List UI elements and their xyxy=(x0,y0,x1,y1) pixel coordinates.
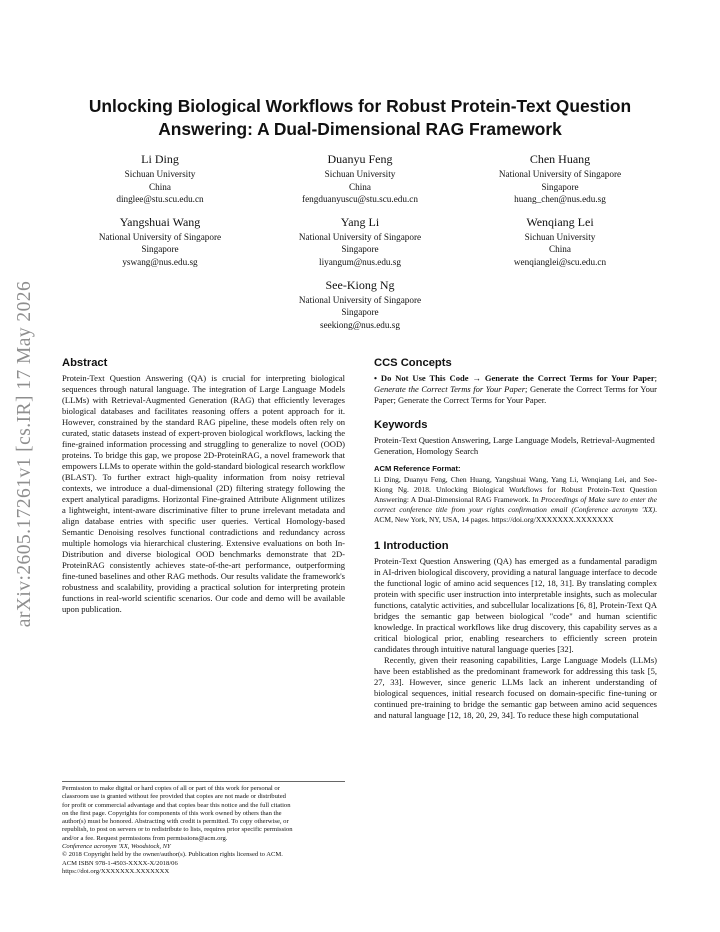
author-affiliation: Sichuan University xyxy=(524,231,596,242)
footnote-divider xyxy=(62,781,345,782)
abstract-text: Protein-Text Question Answering (QA) is crucial for interpreting biological sequences through natural language. The integration of Large Language Models (LLMs) with Retrieval-Augmented Generation (RAG) that efficiently leverages biological databases and facilitates reasoning offers a potent approach for it. However, constrained by the standard RAG pipeline, these models often rely on curated, static datasets instead of expert-proven biological workflows, lacking the fine-grained information processing and struggling to generalize to novel (OOD) proteins. To bridge this gap, we propose 2D-ProteinRAG, a novel framework that empowers LLMs to operate within the gold-standard biological research workflow (BLAST). To further extract high-quality information from noisy retrieval contexts, we introduce a dual-dimensional (2D) filtering strategy following the expert analytical paradigms. Horizontal Fine-grained Attribute Alignment utilizes a lightweight, intent-aware discriminative filter to prune irrelevant metadata and align database entries with specific user queries. Vertical Homology-based Semantic Denoising resolves functional contradictions and redundancy across multiple homologs via hierarchical clustering. Extensive evaluations on both In-Distribution and diverse biological OOD benchmarks demonstrate that 2D-ProteinRAG consistently achieves state-of-the-art performance, outperforming fine-tuned baselines and other RAG methods. Our results validate the framework's robustness and scalability, providing a practical solution for interpreting protein functions in real-world scientific scenarios. Our code and demo will be available upon publication. xyxy=(62,373,345,615)
author-affiliation: National University of Singapore xyxy=(98,231,222,242)
introduction-paragraph-2: Recently, given their reasoning capabilities, Large Language Models (LLMs) have been established as the predominant framework for addressing this task [5, 27, 33]. However, since generic LLMs lack an inherent understanding of biological sequences, initial research focused on domain-specific fine-tuning or continued pre-training to bridge the semantic gap between amino acid sequences and natural language [12, 18, 20, 29, 34]. To reduce these high computational xyxy=(374,655,657,721)
acm-reference-publisher: . ACM, New York, NY, USA, 14 pages. https://doi.org/XXXXXXX.XXXXXXX xyxy=(374,505,657,525)
author-row xyxy=(62,214,658,269)
author-row xyxy=(62,151,658,206)
author-affiliation: National University of Singapore xyxy=(498,169,622,179)
abstract-heading: Abstract xyxy=(62,357,108,369)
right-column xyxy=(374,356,657,721)
author-card xyxy=(262,277,458,332)
author-email[interactable]: wenqianglei@scu.edu.cn xyxy=(513,256,607,267)
ccs-rest: ; Generate the Correct Terms for Your Paper; Generate the Correct Terms for Your Paper. xyxy=(374,384,658,406)
author-name: Yang Li xyxy=(340,214,380,229)
author-card xyxy=(262,151,458,206)
footnote-line: Permission to make digital or hard copies of all or part of this work for personal or xyxy=(62,785,280,792)
footnote-copyright: © 2018 Copyright held by the owner/author(s). Publication rights licensed to ACM. xyxy=(62,851,283,859)
footnote-isbn: ACM ISBN 978-1-4503-XXXX-X/2018/06 xyxy=(62,859,178,867)
author-country: Singapore xyxy=(341,244,379,255)
conference-name: Conference acronym 'XX, Woodstock, NY xyxy=(62,843,171,851)
author-country: Singapore xyxy=(541,181,579,192)
acm-reference-heading: ACM Reference Format: xyxy=(374,464,461,474)
author-name: See-Kiong Ng xyxy=(325,277,395,292)
acm-reference-text xyxy=(374,475,657,525)
author-country: China xyxy=(349,181,371,192)
footnote-line: republish, to post on servers or to redistribute to lists, requires prior specific permission xyxy=(62,826,293,834)
keywords-heading: Keywords xyxy=(374,419,428,432)
author-block xyxy=(62,151,658,331)
author-affiliation: National University of Singapore xyxy=(298,294,422,305)
author-country: China xyxy=(549,244,571,255)
ccs-heading: CCS Concepts xyxy=(374,357,452,369)
author-email[interactable]: yswang@nus.edu.sg xyxy=(122,256,198,267)
author-name: Duanyu Feng xyxy=(327,152,393,166)
introduction-paragraph-1: Protein-Text Question Answering (QA) has emerged as a fundamental paradigm in AI-driven biological discovery, providing a natural language interface to decode the functional logic of amino acid sequences [12, 18, 31]. By translating complex protein with specific user instruction into interpretable insights, such as molecular functions, catalytic activities, and subcellular localizations [6, 8], Protein-Text QA bridges the semantic gap between biological "code" and human scientific knowledge. In practical workflows like drug discovery, this capability serves as a critical biological prior, enabling researchers to efficiently screen protein candidates through intuitive natural language queries [32]. xyxy=(374,556,657,655)
author-card xyxy=(462,151,658,206)
paper-title: Unlocking Biological Workflows for Robust Protein-Text Question Answering: A Dual-Dimensional RAG Framework xyxy=(88,96,632,139)
arxiv-identifier-text: arXiv:2605.17261v1 [cs.IR] 17 May 2026 xyxy=(14,280,35,628)
copyright-footnote xyxy=(62,781,345,876)
author-row xyxy=(62,277,658,332)
author-name: Li Ding xyxy=(141,152,179,166)
author-affiliation: Sichuan University xyxy=(324,169,396,179)
author-card xyxy=(62,214,258,269)
footnote-line: for profit or commercial advantage and that copies bear this notice and the full citation xyxy=(62,801,291,809)
author-email[interactable]: seekiong@nus.edu.sg xyxy=(320,319,400,330)
author-name: Wenqiang Lei xyxy=(526,214,594,229)
keywords-text: Protein-Text Question Answering, Large Language Models, Retrieval-Augmented Generation, Homology Search xyxy=(374,435,655,457)
author-email[interactable]: huang_chen@nus.edu.sg xyxy=(514,194,606,205)
ccs-bullet: • Do Not Use This Code → Generate the Correct Terms for Your Paper xyxy=(374,373,655,383)
author-card xyxy=(262,214,458,269)
author-card xyxy=(462,214,658,269)
ccs-italic-term: Generate the Correct Terms for Your Paper xyxy=(374,384,526,395)
author-country: Singapore xyxy=(341,307,379,318)
footnote-line: author(s) must be honored. Abstracting with credit is permitted. To copy otherwise, or xyxy=(62,818,289,826)
footnote-conference xyxy=(62,843,345,851)
author-name: Chen Huang xyxy=(529,152,591,166)
ccs-concepts: • Do Not Use This Code → Generate the Correct Terms for Your Paper; Generate the Correct Terms for Your Paper; Generate the Correct Terms for Your Paper; Generate the Correct Terms for Your Paper. xyxy=(374,373,658,406)
author-affiliation: National University of Singapore xyxy=(298,231,422,242)
author-name: Yangshuai Wang xyxy=(119,214,201,229)
author-email[interactable]: fengduanyuscu@stu.scu.edu.cn xyxy=(302,194,418,205)
footnote-line: on the first page. Copyrights for components of this work owned by others than the xyxy=(62,809,282,817)
acm-reference-proceedings: Proceedings of Make sure to enter the correct conference title from your rights confirmation email (Conference acronym 'XX) xyxy=(374,495,657,515)
author-email[interactable]: dinglee@stu.scu.edu.cn xyxy=(116,194,204,205)
footnote-doi[interactable]: https://doi.org/XXXXXXX.XXXXXXX xyxy=(62,867,170,875)
author-card xyxy=(62,151,258,206)
acm-reference-authors: Li Ding, Duanyu Feng, Chen Huang, Yangshuai Wang, Yang Li, Wenqiang Lei, and See-Kiong Ng. 2018. Unlocking Biological Workflows for Robust Protein-Text Question Answering: A Dual-Dimensional RAG Framework. In xyxy=(374,475,657,505)
footnote-line: and/or a fee. Request permissions from permissions@acm.org. xyxy=(62,834,228,842)
arxiv-identifier[interactable] xyxy=(8,258,42,650)
footnote-line: classroom use is granted without fee provided that copies are not made or distributed xyxy=(62,793,286,801)
author-country: China xyxy=(149,181,171,192)
left-column xyxy=(62,356,345,615)
author-email[interactable]: liyangum@nus.edu.sg xyxy=(319,256,401,267)
author-affiliation: Sichuan University xyxy=(124,169,196,179)
author-country: Singapore xyxy=(141,244,179,255)
introduction-heading: 1 Introduction xyxy=(374,540,449,553)
